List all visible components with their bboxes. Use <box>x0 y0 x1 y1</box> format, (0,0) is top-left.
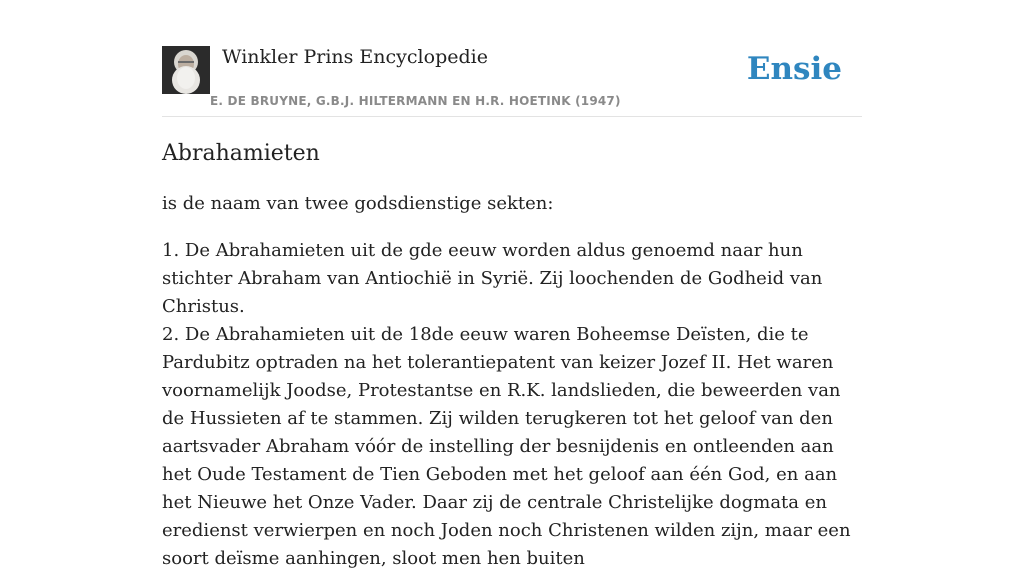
header <box>162 46 862 117</box>
authors-line: E. DE BRUYNE, G.B.J. HILTERMANN EN H.R. HOETINK (1947) <box>210 94 621 108</box>
article-paragraph-1: 1. De Abrahamieten uit de gde eeuw worden aldus genoemd naar hun stichter Abraham van Antiochië in Syrië. Zij loochenden de Godheid van Christus. <box>162 240 823 317</box>
article-paragraph-2: 2. De Abrahamieten uit de 18de eeuw waren Boheemse Deïsten, die te Pardubitz optraden na het tolerantiepatent van keizer Jozef II. Het waren voornamelijk Joodse, Protestantse en R.K. landslieden, die beweerden van de Hussieten af te stammen. Zij wilden terugkeren tot het geloof van den aartsvader Abraham vóór de instelling der besnijdenis en ontleenden aan het Oude Testament de Tien Geboden met het geloof aan één God, en aan het Nieuwe het Onze Vader. Daar zij de centrale Christelijke dogmata en eredienst verwierpen en noch Joden noch Christenen wilden zijn, maar een soort deïsme aanhingen, sloot men hen buiten <box>162 324 851 569</box>
brand-logo-link[interactable]: Ensie <box>746 51 842 87</box>
article <box>162 138 862 573</box>
site-title-link[interactable]: Winkler Prins Encyclopedie <box>222 46 488 68</box>
bearded-man-portrait-icon <box>162 46 210 94</box>
article-intro: is de naam van twee godsdienstige sekten: <box>162 193 554 214</box>
article-body <box>162 237 862 573</box>
article-title: Abrahamieten <box>162 141 320 166</box>
